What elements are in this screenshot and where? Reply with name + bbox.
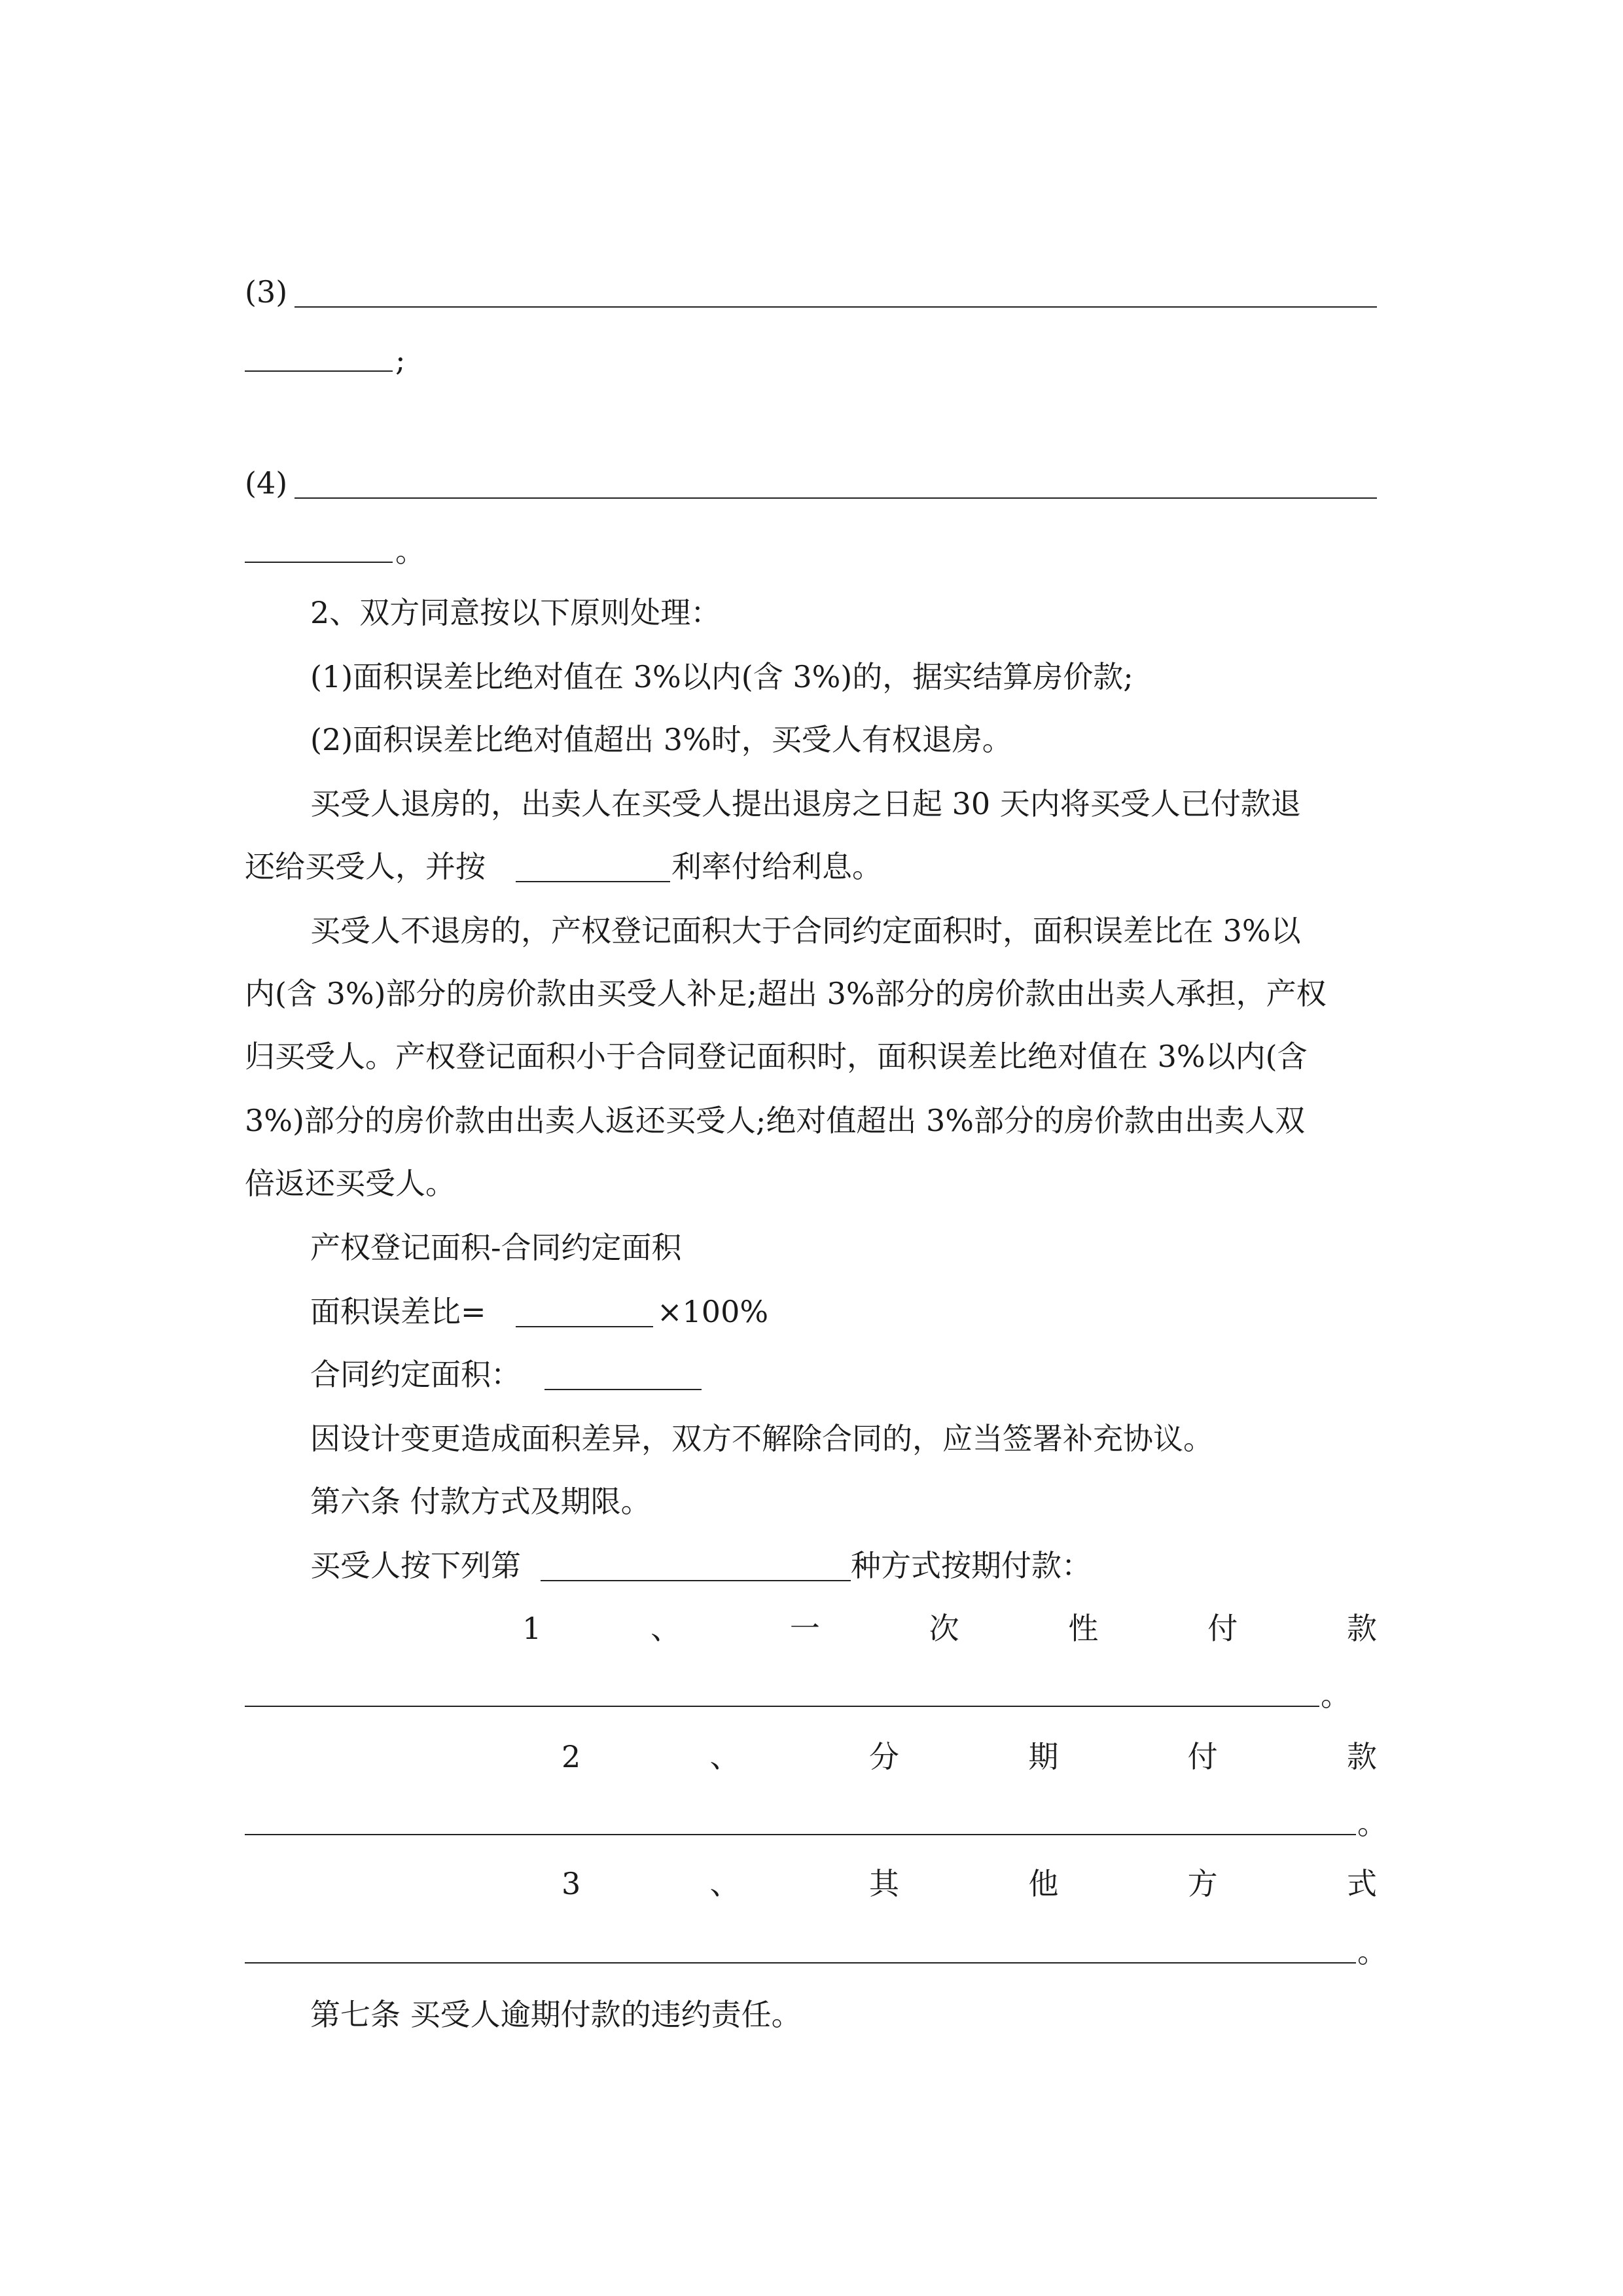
refund-line1: 买受人退房的，出卖人在买受人提出退房之日起 30 天内将买受人已付款退	[310, 786, 1301, 821]
option1-blank[interactable]	[245, 1706, 1319, 1707]
option1-char: 性	[1068, 1611, 1099, 1646]
item3-prefix: (3)	[245, 274, 288, 310]
refund-line2a: 还给买受人，并按	[245, 849, 486, 884]
item3-blank-line1[interactable]	[294, 306, 1377, 308]
keep-line1: 买受人不退房的，产权登记面积大于合同约定面积时，面积误差比在 3%以	[310, 913, 1301, 948]
option1-char: 付	[1207, 1611, 1238, 1646]
option2-char: 2	[562, 1739, 581, 1774]
pay-method-blank[interactable]	[541, 1580, 851, 1581]
item4-blank-line1[interactable]	[294, 497, 1377, 499]
option3-char: 他	[1028, 1866, 1059, 1901]
option2-char: 期	[1028, 1739, 1059, 1774]
option3-heading	[562, 1864, 1377, 1903]
pay-method-a: 买受人按下列第	[310, 1548, 521, 1583]
formula-label: 面积误差比=	[310, 1294, 486, 1329]
option3-blank[interactable]	[245, 1962, 1356, 1964]
item3-end: ;	[395, 342, 406, 378]
keep-line5: 倍返还买受人。	[245, 1166, 455, 1201]
option1-char: 次	[929, 1611, 959, 1646]
option2-char: 分	[868, 1739, 899, 1774]
refund-line2b: 利率付给利息。	[671, 849, 882, 884]
contract-area-blank[interactable]	[544, 1389, 702, 1390]
option3-char: 其	[868, 1866, 899, 1901]
keep-line2: 内(含 3%)部分的房价款由买受人补足;超出 3%部分的房价款由出卖人承担，产权	[245, 976, 1327, 1011]
option2-blank[interactable]	[245, 1834, 1356, 1835]
option3-char: 方	[1187, 1866, 1218, 1901]
article7-heading: 第七条 买受人逾期付款的违约责任。	[310, 1997, 802, 2032]
article6-heading: 第六条 付款方式及期限。	[310, 1484, 651, 1519]
clause2-heading: 2、双方同意按以下原则处理：	[310, 595, 721, 630]
item4-end: 。	[395, 533, 425, 569]
option2-char: 款	[1347, 1739, 1377, 1774]
formula-numerator: 产权登记面积-合同约定面积	[310, 1230, 682, 1265]
item3-blank-line2[interactable]	[245, 370, 393, 372]
contract-area-label: 合同约定面积：	[310, 1357, 521, 1392]
option3-char: 3	[562, 1866, 581, 1901]
option3-end: 。	[1357, 1934, 1387, 1969]
keep-line4: 3%)部分的房价款由出卖人返还买受人;绝对值超出 3%部分的房价款由出卖人双	[245, 1103, 1306, 1138]
option2-char: 、	[709, 1739, 740, 1774]
keep-line3: 归买受人。产权登记面积小于合同登记面积时，面积误差比绝对值在 3%以内(含	[245, 1039, 1308, 1074]
formula-suffix: ×100%	[657, 1294, 769, 1329]
rule2-text: (2)面积误差比绝对值超出 3%时，买受人有权退房。	[310, 722, 1012, 757]
formula-blank[interactable]	[516, 1326, 653, 1327]
item4-blank-line2[interactable]	[245, 562, 393, 563]
option3-char: 、	[709, 1866, 740, 1901]
item4-prefix: (4)	[245, 465, 288, 501]
option1-end: 。	[1321, 1677, 1351, 1713]
option1-char: 、	[651, 1611, 681, 1646]
pay-method-b: 种方式按期付款：	[851, 1548, 1092, 1583]
option1-char: 一	[789, 1611, 820, 1646]
option1-char: 款	[1346, 1611, 1377, 1646]
rule1-text: (1)面积误差比绝对值在 3%以内(含 3%)的，据实结算房价款;	[310, 659, 1133, 694]
design-change-text: 因设计变更造成面积差异，双方不解除合同的，应当签署补充协议。	[310, 1421, 1213, 1456]
option3-char: 式	[1347, 1866, 1377, 1901]
option1-char: 1	[522, 1611, 542, 1646]
option2-heading	[562, 1737, 1377, 1776]
interest-rate-blank[interactable]	[516, 881, 670, 882]
option1-heading	[522, 1609, 1377, 1648]
option2-char: 付	[1187, 1739, 1218, 1774]
option2-end: 。	[1357, 1806, 1387, 1841]
